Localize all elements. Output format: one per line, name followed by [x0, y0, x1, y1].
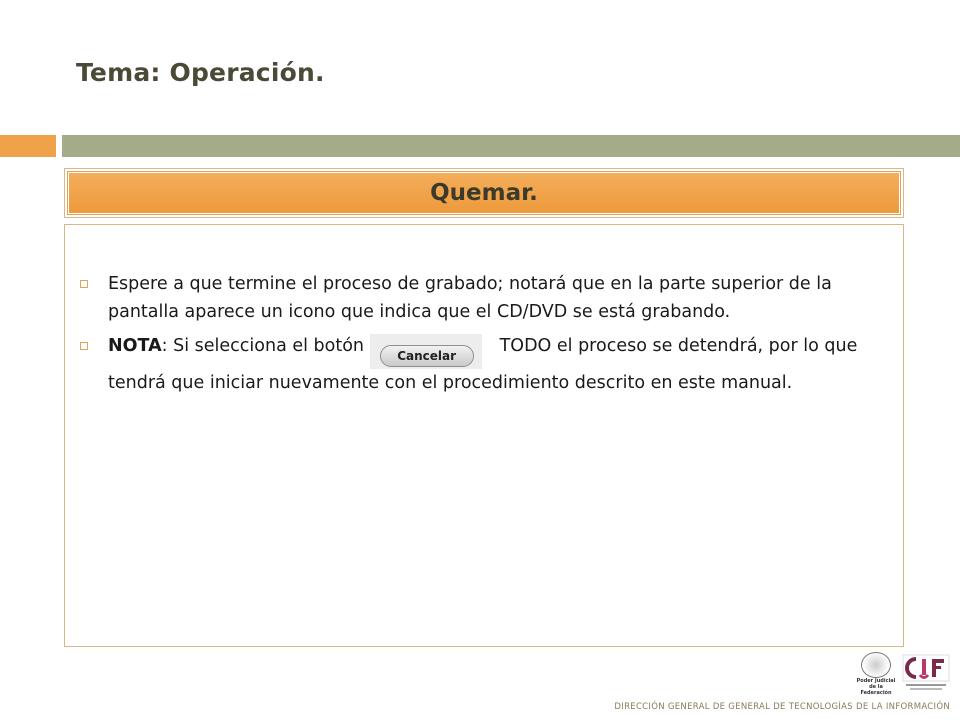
square-bullet-icon: [80, 280, 88, 288]
national-seal-icon: [861, 652, 891, 678]
cjf-logo-icon: [902, 654, 950, 694]
section-header: [64, 168, 904, 218]
section-header-band: [68, 172, 900, 214]
poder-judicial-logo: [856, 652, 896, 698]
bullet-text-before: : Si selecciona el botón: [161, 336, 365, 356]
slide-title: Tema: Operación.: [76, 58, 325, 87]
list-item: [78, 270, 894, 326]
section-title: Quemar.: [430, 180, 538, 206]
square-bullet-icon: [80, 342, 88, 350]
logo-left-line1: Poder Judicial: [856, 678, 896, 684]
bullet-text-after: TODO el proceso se detendrá, por lo que tendrá que iniciar nuevamente con el procedimiento descrito en este manual.: [108, 336, 858, 393]
accent-bar-orange: [0, 135, 56, 157]
footer-text: DIRECCIÓN GENERAL DE GENERAL DE TECNOLOGÍAS DE LA INFORMACIÓN: [614, 702, 950, 712]
bullet-list: [78, 270, 894, 403]
logo-left-line2: de la Federación: [860, 684, 892, 696]
list-item: [78, 332, 894, 397]
cancel-button: Cancelar: [380, 345, 474, 367]
accent-bar-olive: [62, 135, 960, 157]
cjf-logo-svg: [902, 654, 950, 694]
cancel-button-image: [370, 334, 482, 369]
bullet-text: Espere a que termine el proceso de grabado; notará que en la parte superior de la pantalla aparece un icono que indica que el CD/DVD se está grabando.: [108, 274, 832, 322]
note-label: NOTA: [108, 336, 162, 356]
